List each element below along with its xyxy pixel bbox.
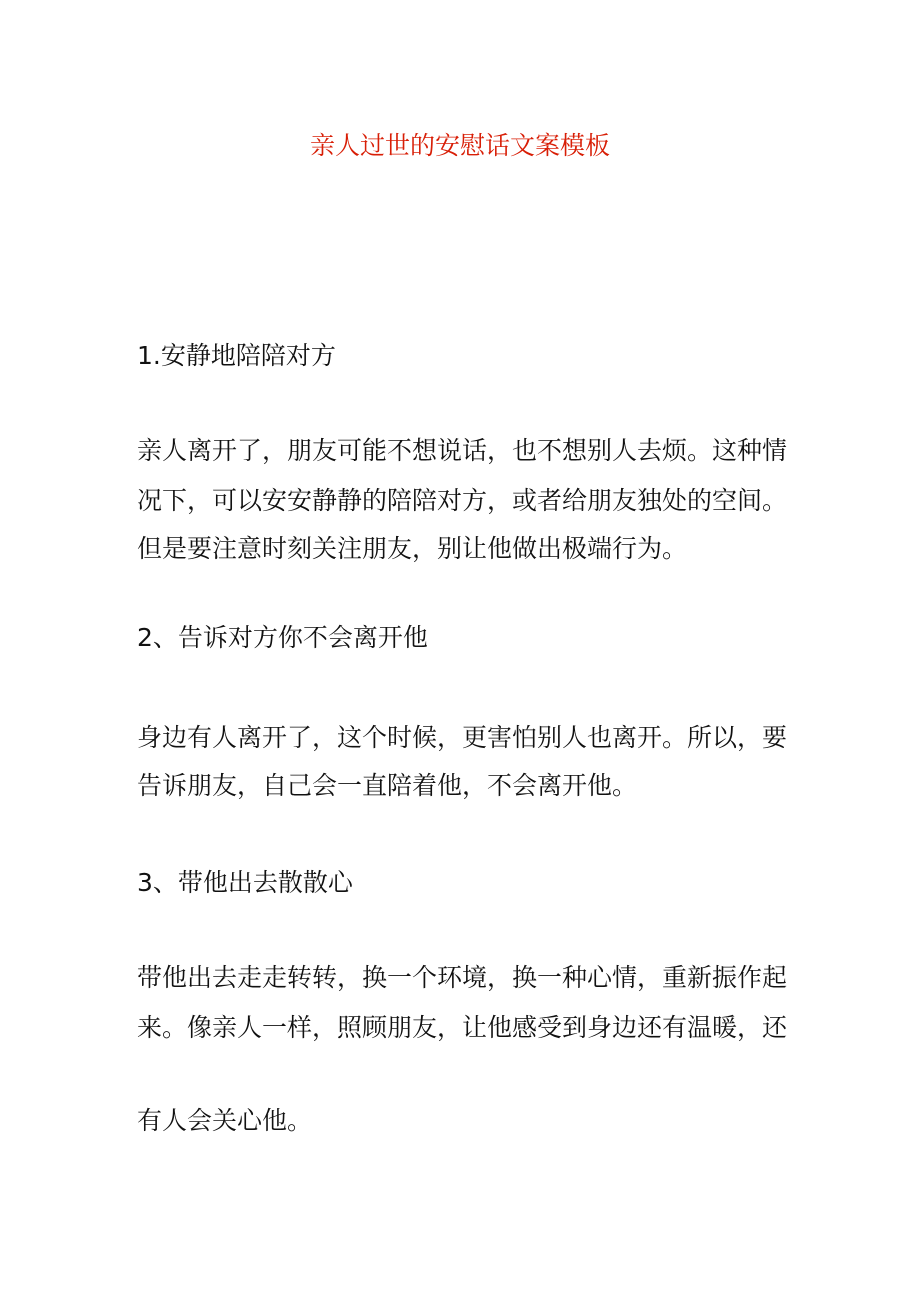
section-2-heading: 2、告诉对方你不会离开他: [137, 623, 428, 652]
section-3-paragraph-line: 来。像亲人一样，照顾朋友，让他感受到身边还有温暖，还: [137, 1013, 788, 1042]
section-1-paragraph-line: 亲人离开了，朋友可能不想说话，也不想别人去烦。这种情: [137, 436, 788, 465]
section-1-paragraph-line: 但是要注意时刻关注朋友，别让他做出极端行为。: [137, 534, 688, 563]
document-title: 亲人过世的安慰话文案模板: [309, 131, 610, 160]
section-1-heading: 1.安静地陪陪对方: [137, 341, 336, 370]
section-3-paragraph-line: 有人会关心他。: [137, 1106, 313, 1135]
section-1-paragraph-line: 况下，可以安安静静的陪陪对方，或者给朋友独处的空间。: [137, 486, 788, 515]
section-2-paragraph-line: 身边有人离开了，这个时候，更害怕别人也离开。所以，要: [137, 723, 788, 752]
section-2-paragraph-line: 告诉朋友，自己会一直陪着他，不会离开他。: [137, 771, 638, 800]
section-3-paragraph-line: 带他出去走走转转，换一个环境，换一种心情，重新振作起: [137, 963, 788, 992]
section-3-heading: 3、带他出去散散心: [137, 868, 353, 897]
